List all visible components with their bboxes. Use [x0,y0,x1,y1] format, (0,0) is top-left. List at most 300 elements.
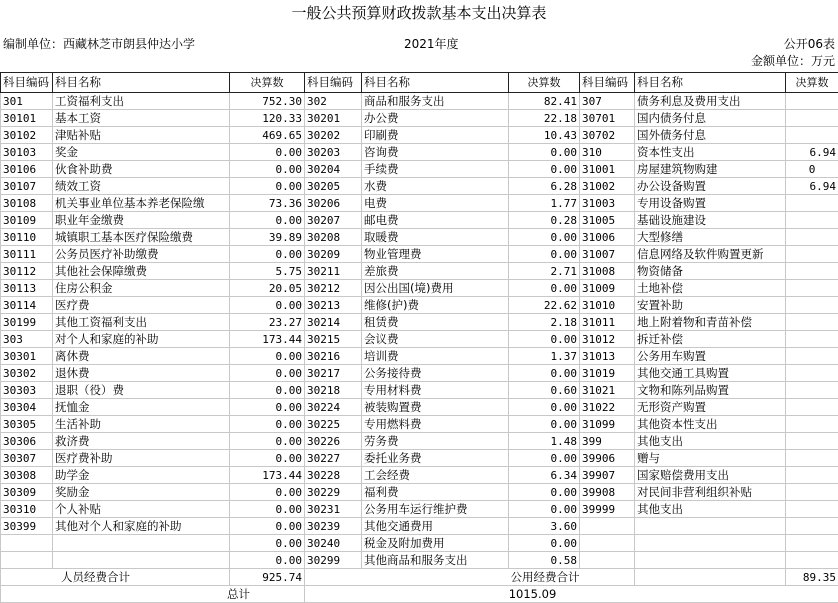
table-row [1,382,838,399]
subject-name-cell: 专用设备购置 [635,195,786,212]
subject-name-cell: 国外债务付息 [635,127,786,144]
subject-name-cell: 手续费 [362,161,509,178]
subject-code-cell: 30231 [305,501,362,518]
expenditure-table [0,72,838,603]
amount-cell [786,535,838,552]
amount-cell: 3.60 [509,518,580,535]
subject-code-cell: 30205 [305,178,362,195]
amount-cell [786,501,838,518]
table-row [1,365,838,382]
year-label: 2021年度 [404,36,459,52]
amount-cell: 1.77 [509,195,580,212]
amount-cell: 0.00 [230,433,305,450]
header-cell: 决算数 [509,73,580,93]
subject-code-cell: 399 [580,433,635,450]
header-cell: 科目编码 [1,73,53,93]
subject-code-cell: 30111 [1,246,53,263]
subject-code-cell: 30302 [1,365,53,382]
amount-cell: 0.00 [230,416,305,433]
table-row [1,178,838,195]
subject-code-cell: 30399 [1,518,53,535]
subject-code-cell: 31007 [580,246,635,263]
subject-name-cell: 城镇职工基本医疗保险缴费 [53,229,230,246]
grand-total-row [1,586,838,603]
amount-cell: 10.43 [509,127,580,144]
table-row [1,127,838,144]
subject-name-cell: 维修(护)费 [362,297,509,314]
amount-cell [786,229,838,246]
subject-name-cell: 其他支出 [635,501,786,518]
subject-name-cell: 租赁费 [362,314,509,331]
amount-cell [786,467,838,484]
amount-cell [786,399,838,416]
subject-code-cell: 302 [305,93,362,110]
subject-name-cell [635,552,786,569]
amount-cell: 469.65 [230,127,305,144]
subject-name-cell: 地上附着物和青苗补偿 [635,314,786,331]
amount-cell [786,93,838,110]
blank-cell [635,569,786,586]
amount-cell [786,433,838,450]
subject-name-cell: 税金及附加费用 [362,535,509,552]
subject-name-cell: 其他交通费用 [362,518,509,535]
amount-cell [786,450,838,467]
amount-cell [786,280,838,297]
subject-name-cell: 拆迁补偿 [635,331,786,348]
subject-name-cell: 退休费 [53,365,230,382]
table-row [1,280,838,297]
subject-code-cell: 30204 [305,161,362,178]
subject-name-cell: 工资福利支出 [53,93,230,110]
subject-code-cell: 30225 [305,416,362,433]
subject-name-cell: 赠与 [635,450,786,467]
subject-name-cell: 国家赔偿费用支出 [635,467,786,484]
amount-cell [786,382,838,399]
subject-code-cell: 30217 [305,365,362,382]
subject-name-cell: 工会经费 [362,467,509,484]
subject-name-cell: 其他工资福利支出 [53,314,230,331]
table-row [1,263,838,280]
table-row [1,348,838,365]
subject-code-cell: 30199 [1,314,53,331]
amount-cell: 2.71 [509,263,580,280]
amount-cell: 0.00 [509,450,580,467]
subject-name-cell: 差旅费 [362,263,509,280]
subject-code-cell: 30216 [305,348,362,365]
subject-name-cell: 物业管理费 [362,246,509,263]
amount-cell [786,110,838,127]
table-row [1,518,838,535]
amount-cell: 5.75 [230,263,305,280]
amount-unit-label: 金额单位：万元 [751,53,835,69]
table-row [1,297,838,314]
amount-cell: 0.00 [509,331,580,348]
amount-cell: 0.00 [230,450,305,467]
subject-code-cell: 30212 [305,280,362,297]
amount-cell: 0.00 [230,501,305,518]
subject-code-cell: 303 [1,331,53,348]
amount-cell: 0.00 [230,518,305,535]
table-row [1,331,838,348]
subject-code-cell: 30110 [1,229,53,246]
amount-cell [786,365,838,382]
amount-cell: 0.60 [509,382,580,399]
subject-code-cell: 31013 [580,348,635,365]
subject-name-cell: 抚恤金 [53,399,230,416]
subject-name-cell: 国内债务付息 [635,110,786,127]
subject-name-cell: 基础设施建设 [635,212,786,229]
subject-name-cell: 其他支出 [635,433,786,450]
subject-name-cell: 助学金 [53,467,230,484]
amount-cell: 23.27 [230,314,305,331]
amount-cell: 173.44 [230,331,305,348]
table-row [1,535,838,552]
subject-code-cell: 30113 [1,280,53,297]
table-row [1,110,838,127]
header-row [1,73,838,93]
subject-code-cell [1,535,53,552]
subject-code-cell: 31003 [580,195,635,212]
amount-cell: 0.00 [230,178,305,195]
amount-cell: 1.48 [509,433,580,450]
amount-cell: 0.00 [509,246,580,263]
subject-code-cell [1,552,53,569]
subject-code-cell: 31008 [580,263,635,280]
subject-code-cell: 30114 [1,297,53,314]
table-row [1,229,838,246]
table-row [1,501,838,518]
subject-code-cell: 39906 [580,450,635,467]
subject-name-cell: 奖励金 [53,484,230,501]
subject-name-cell: 职业年金缴费 [53,212,230,229]
subject-code-cell: 30106 [1,161,53,178]
subject-code-cell: 30228 [305,467,362,484]
subject-code-cell: 30215 [305,331,362,348]
subject-code-cell: 30227 [305,450,362,467]
amount-cell: 0.00 [509,280,580,297]
subject-name-cell: 会议费 [362,331,509,348]
header-cell: 科目名称 [635,73,786,93]
subject-code-cell: 30308 [1,467,53,484]
subject-name-cell: 房屋建筑物购建 [635,161,786,178]
table-row [1,144,838,161]
subject-code-cell: 30229 [305,484,362,501]
table-row [1,433,838,450]
subject-code-cell: 30102 [1,127,53,144]
subject-name-cell: 专用燃料费 [362,416,509,433]
amount-cell: 173.44 [230,467,305,484]
amount-cell: 2.18 [509,314,580,331]
table-row [1,416,838,433]
amount-cell: 0.00 [230,552,305,569]
subject-name-cell: 医疗费补助 [53,450,230,467]
subject-code-cell: 30112 [1,263,53,280]
amount-cell: 752.30 [230,93,305,110]
subject-name-cell: 对个人和家庭的补助 [53,331,230,348]
amount-cell: 0.00 [230,365,305,382]
subject-name-cell: 物资储备 [635,263,786,280]
public-total-value: 89.35 [786,569,838,586]
header-cell: 科目编码 [305,73,362,93]
subject-name-cell: 住房公积金 [53,280,230,297]
subject-name-cell: 土地补偿 [635,280,786,297]
amount-cell: 0.00 [230,144,305,161]
subject-name-cell: 电费 [362,195,509,212]
subject-code-cell [580,518,635,535]
subject-code-cell [580,535,635,552]
header-cell: 决算数 [786,73,838,93]
subject-name-cell: 公务用车购置 [635,348,786,365]
subject-name-cell: 对民间非营利组织补贴 [635,484,786,501]
subject-code-cell: 30306 [1,433,53,450]
subject-code-cell: 30303 [1,382,53,399]
subject-name-cell: 办公设备购置 [635,178,786,195]
subject-name-cell: 生活补助 [53,416,230,433]
amount-cell: 73.36 [230,195,305,212]
subject-code-cell: 30103 [1,144,53,161]
table-row [1,314,838,331]
public-total-label: 公用经费合计 [509,569,635,586]
subject-name-cell: 办公费 [362,110,509,127]
subject-code-cell: 30109 [1,212,53,229]
subject-code-cell: 31002 [580,178,635,195]
subject-code-cell: 301 [1,93,53,110]
subject-code-cell: 30108 [1,195,53,212]
subject-code-cell: 30214 [305,314,362,331]
subject-code-cell: 30226 [305,433,362,450]
personnel-total-value: 925.74 [230,569,305,586]
table-row [1,93,838,110]
amount-cell: 6.28 [509,178,580,195]
amount-cell: 0.00 [509,535,580,552]
subject-name-cell: 绩效工资 [53,178,230,195]
subject-code-cell: 30307 [1,450,53,467]
amount-cell: 0.00 [509,161,580,178]
amount-cell: 6.94 [786,178,838,195]
subject-code-cell: 31010 [580,297,635,314]
table-row [1,399,838,416]
amount-cell: 6.94 [786,144,838,161]
subject-name-cell: 医疗费 [53,297,230,314]
subject-name-cell [53,535,230,552]
subject-code-cell: 307 [580,93,635,110]
subject-name-cell: 咨询费 [362,144,509,161]
blank-cell [305,569,509,586]
table-row [1,552,838,569]
amount-cell: 0.00 [230,399,305,416]
subject-name-cell: 信息网络及软件购置更新 [635,246,786,263]
table-row [1,161,838,178]
subject-name-cell: 奖金 [53,144,230,161]
amount-cell: 39.89 [230,229,305,246]
subject-code-cell: 30240 [305,535,362,552]
subject-name-cell: 被装购置费 [362,399,509,416]
subject-name-cell: 其他资本性支出 [635,416,786,433]
subject-code-cell: 39908 [580,484,635,501]
table-row [1,212,838,229]
subject-name-cell: 公务员医疗补助缴费 [53,246,230,263]
subject-name-cell [635,518,786,535]
subject-name-cell: 商品和服务支出 [362,93,509,110]
table-row [1,195,838,212]
subject-name-cell: 救济费 [53,433,230,450]
form-number: 公开06表 [784,36,835,52]
amount-cell: 22.62 [509,297,580,314]
subject-name-cell: 培训费 [362,348,509,365]
subject-code-cell: 31012 [580,331,635,348]
amount-cell [786,484,838,501]
amount-cell: 0.00 [230,382,305,399]
grand-total-value: 1015.09 [305,586,838,603]
subject-code-cell: 31099 [580,416,635,433]
amount-cell: 0.00 [509,365,580,382]
subject-name-cell [53,552,230,569]
subject-code-cell: 30702 [580,127,635,144]
subject-code-cell: 310 [580,144,635,161]
amount-cell [786,552,838,569]
amount-cell [786,314,838,331]
amount-cell: 6.34 [509,467,580,484]
amount-cell: 82.41 [509,93,580,110]
subject-name-cell: 印刷费 [362,127,509,144]
subject-name-cell: 其他商品和服务支出 [362,552,509,569]
subject-code-cell: 31001 [580,161,635,178]
subject-code-cell: 31006 [580,229,635,246]
subject-code-cell: 30209 [305,246,362,263]
table-row [1,484,838,501]
subject-name-cell: 债务利息及费用支出 [635,93,786,110]
subject-code-cell: 30203 [305,144,362,161]
subject-name-cell: 福利费 [362,484,509,501]
subject-code-cell [580,552,635,569]
amount-cell: 0.00 [230,297,305,314]
subject-name-cell: 其他社会保障缴费 [53,263,230,280]
subject-code-cell: 30299 [305,552,362,569]
subject-name-cell: 其他交通工具购置 [635,365,786,382]
subject-name-cell: 基本工资 [53,110,230,127]
subject-code-cell: 31009 [580,280,635,297]
subject-code-cell: 30218 [305,382,362,399]
amount-cell: 0.00 [509,501,580,518]
subject-code-cell: 30310 [1,501,53,518]
subject-name-cell: 大型修缮 [635,229,786,246]
amount-cell: 120.33 [230,110,305,127]
amount-cell: 0.00 [509,416,580,433]
subject-code-cell: 30301 [1,348,53,365]
subject-code-cell: 31021 [580,382,635,399]
amount-cell: 0.00 [230,484,305,501]
subject-code-cell: 30305 [1,416,53,433]
amount-cell [786,263,838,280]
subject-name-cell: 安置补助 [635,297,786,314]
subject-code-cell: 30701 [580,110,635,127]
subject-name-cell: 伙食补助费 [53,161,230,178]
subject-name-cell: 其他对个人和家庭的补助 [53,518,230,535]
amount-cell [786,331,838,348]
amount-cell [786,348,838,365]
amount-cell: 0.00 [509,399,580,416]
subject-code-cell: 30304 [1,399,53,416]
subject-code-cell: 30208 [305,229,362,246]
amount-cell: 0.00 [509,484,580,501]
subject-name-cell: 公务用车运行维护费 [362,501,509,518]
subject-code-cell: 31022 [580,399,635,416]
subject-name-cell: 邮电费 [362,212,509,229]
amount-cell: 0.28 [509,212,580,229]
subject-code-cell: 30202 [305,127,362,144]
subject-code-cell: 30239 [305,518,362,535]
table-row [1,467,838,484]
subject-name-cell [635,535,786,552]
header-cell: 决算数 [230,73,305,93]
subject-code-cell: 31005 [580,212,635,229]
subject-code-cell: 31011 [580,314,635,331]
table-row [1,246,838,263]
subject-name-cell: 资本性支出 [635,144,786,161]
subject-name-cell: 因公出国(境)费用 [362,280,509,297]
header-cell: 科目名称 [362,73,509,93]
subject-code-cell: 30224 [305,399,362,416]
header-cell: 科目编码 [580,73,635,93]
grand-total-label: 总计 [1,586,305,603]
table-row [1,450,838,467]
amount-cell: 0.00 [230,348,305,365]
amount-cell: 20.05 [230,280,305,297]
amount-cell: 0.00 [230,212,305,229]
subject-code-cell: 30201 [305,110,362,127]
subject-name-cell: 无形资产购置 [635,399,786,416]
header-cell: 科目名称 [53,73,230,93]
amount-cell: 22.18 [509,110,580,127]
amount-cell [786,416,838,433]
amount-cell: 0.00 [230,161,305,178]
subject-name-cell: 劳务费 [362,433,509,450]
subject-code-cell: 39907 [580,467,635,484]
subject-code-cell: 39999 [580,501,635,518]
subject-name-cell: 专用材料费 [362,382,509,399]
subject-name-cell: 水费 [362,178,509,195]
subject-name-cell: 机关事业单位基本养老保险缴 [53,195,230,212]
amount-cell: 0.58 [509,552,580,569]
subject-name-cell: 津贴补贴 [53,127,230,144]
amount-cell [786,212,838,229]
subject-code-cell: 30213 [305,297,362,314]
subject-code-cell: 30309 [1,484,53,501]
subject-name-cell: 公务接待费 [362,365,509,382]
subject-code-cell: 31019 [580,365,635,382]
subject-name-cell: 取暖费 [362,229,509,246]
amount-cell [786,297,838,314]
personnel-summary-row [1,569,838,586]
unit-label: 编制单位：西藏林芝市朗县仲达小学 [3,36,195,52]
subject-name-cell: 离休费 [53,348,230,365]
amount-cell: 1.37 [509,348,580,365]
subject-name-cell: 委托业务费 [362,450,509,467]
amount-cell: 0.00 [509,229,580,246]
amount-cell: 0.00 [509,144,580,161]
subject-code-cell: 30207 [305,212,362,229]
amount-cell [786,195,838,212]
page-title: 一般公共预算财政拨款基本支出决算表 [0,2,838,24]
amount-cell [786,127,838,144]
subject-code-cell: 30107 [1,178,53,195]
amount-cell [786,518,838,535]
subject-name-cell: 个人补贴 [53,501,230,518]
subject-name-cell: 退职（役）费 [53,382,230,399]
amount-cell: 0.00 [230,246,305,263]
subject-code-cell: 30101 [1,110,53,127]
amount-cell: 0.00 [230,535,305,552]
